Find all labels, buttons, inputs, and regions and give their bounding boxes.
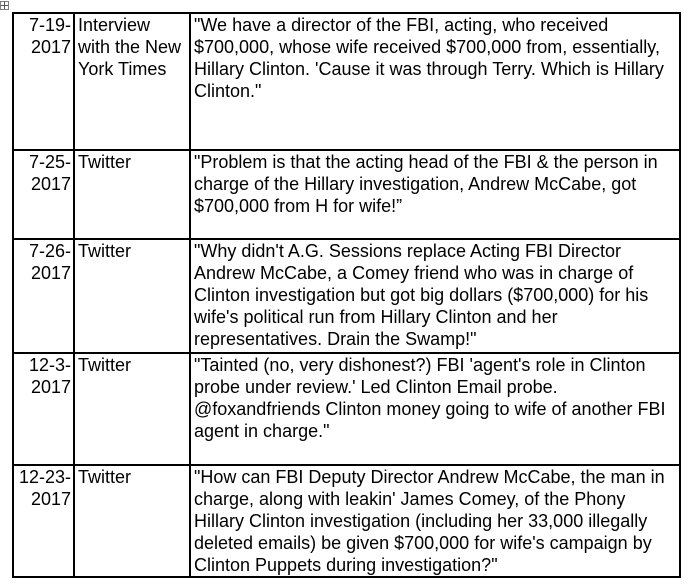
source-cell: Twitter	[74, 465, 190, 577]
table-row	[13, 353, 680, 465]
date-cell: 7-25-2017	[13, 150, 74, 239]
quotes-table	[12, 12, 681, 578]
quote-cell: "Problem is that the acting head of the FBI & the person in charge of the Hillary investigation, Andrew McCabe, got $700,000 from H for wife!”	[190, 150, 680, 239]
date-cell: 12-23-2017	[13, 465, 74, 577]
table-move-handle-icon[interactable]	[0, 1, 9, 10]
date-cell: 12-3-2017	[13, 353, 74, 465]
quote-cell: "How can FBI Deputy Director Andrew McCabe, the man in charge, along with leakin' James Comey, of the Phony Hillary Clinton investigation (including her 33,000 illegally deleted emails) be given $700,000 for wife's campaign by Clinton Puppets during investigation?"	[190, 465, 680, 577]
source-cell: Twitter	[74, 353, 190, 465]
table-row	[13, 13, 680, 150]
date-cell: 7-19-2017	[13, 13, 74, 150]
source-cell: Twitter	[74, 150, 190, 239]
table-row	[13, 239, 680, 353]
table-row	[13, 465, 680, 577]
quote-cell: "Why didn't A.G. Sessions replace Acting FBI Director Andrew McCabe, a Comey friend who was in charge of Clinton investigation but got big dollars ($700,000) for his wife's political run from Hillary Clinton and her representatives. Drain the Swamp!"	[190, 239, 680, 353]
date-cell: 7-26-2017	[13, 239, 74, 353]
quote-cell: "Tainted (no, very dishonest?) FBI 'agent's role in Clinton probe under review.' Led Clinton Email probe. @foxandfriends Clinton money going to wife of another FBI agent in charge."	[190, 353, 680, 465]
table-row	[13, 150, 680, 239]
source-cell: Interview with the New York Times	[74, 13, 190, 150]
source-cell: Twitter	[74, 239, 190, 353]
quote-cell: "We have a director of the FBI, acting, who received $700,000, whose wife received $700,000 from, essentially, Hillary Clinton. 'Cause it was through Terry. Which is Hillary Clinton."	[190, 13, 680, 150]
